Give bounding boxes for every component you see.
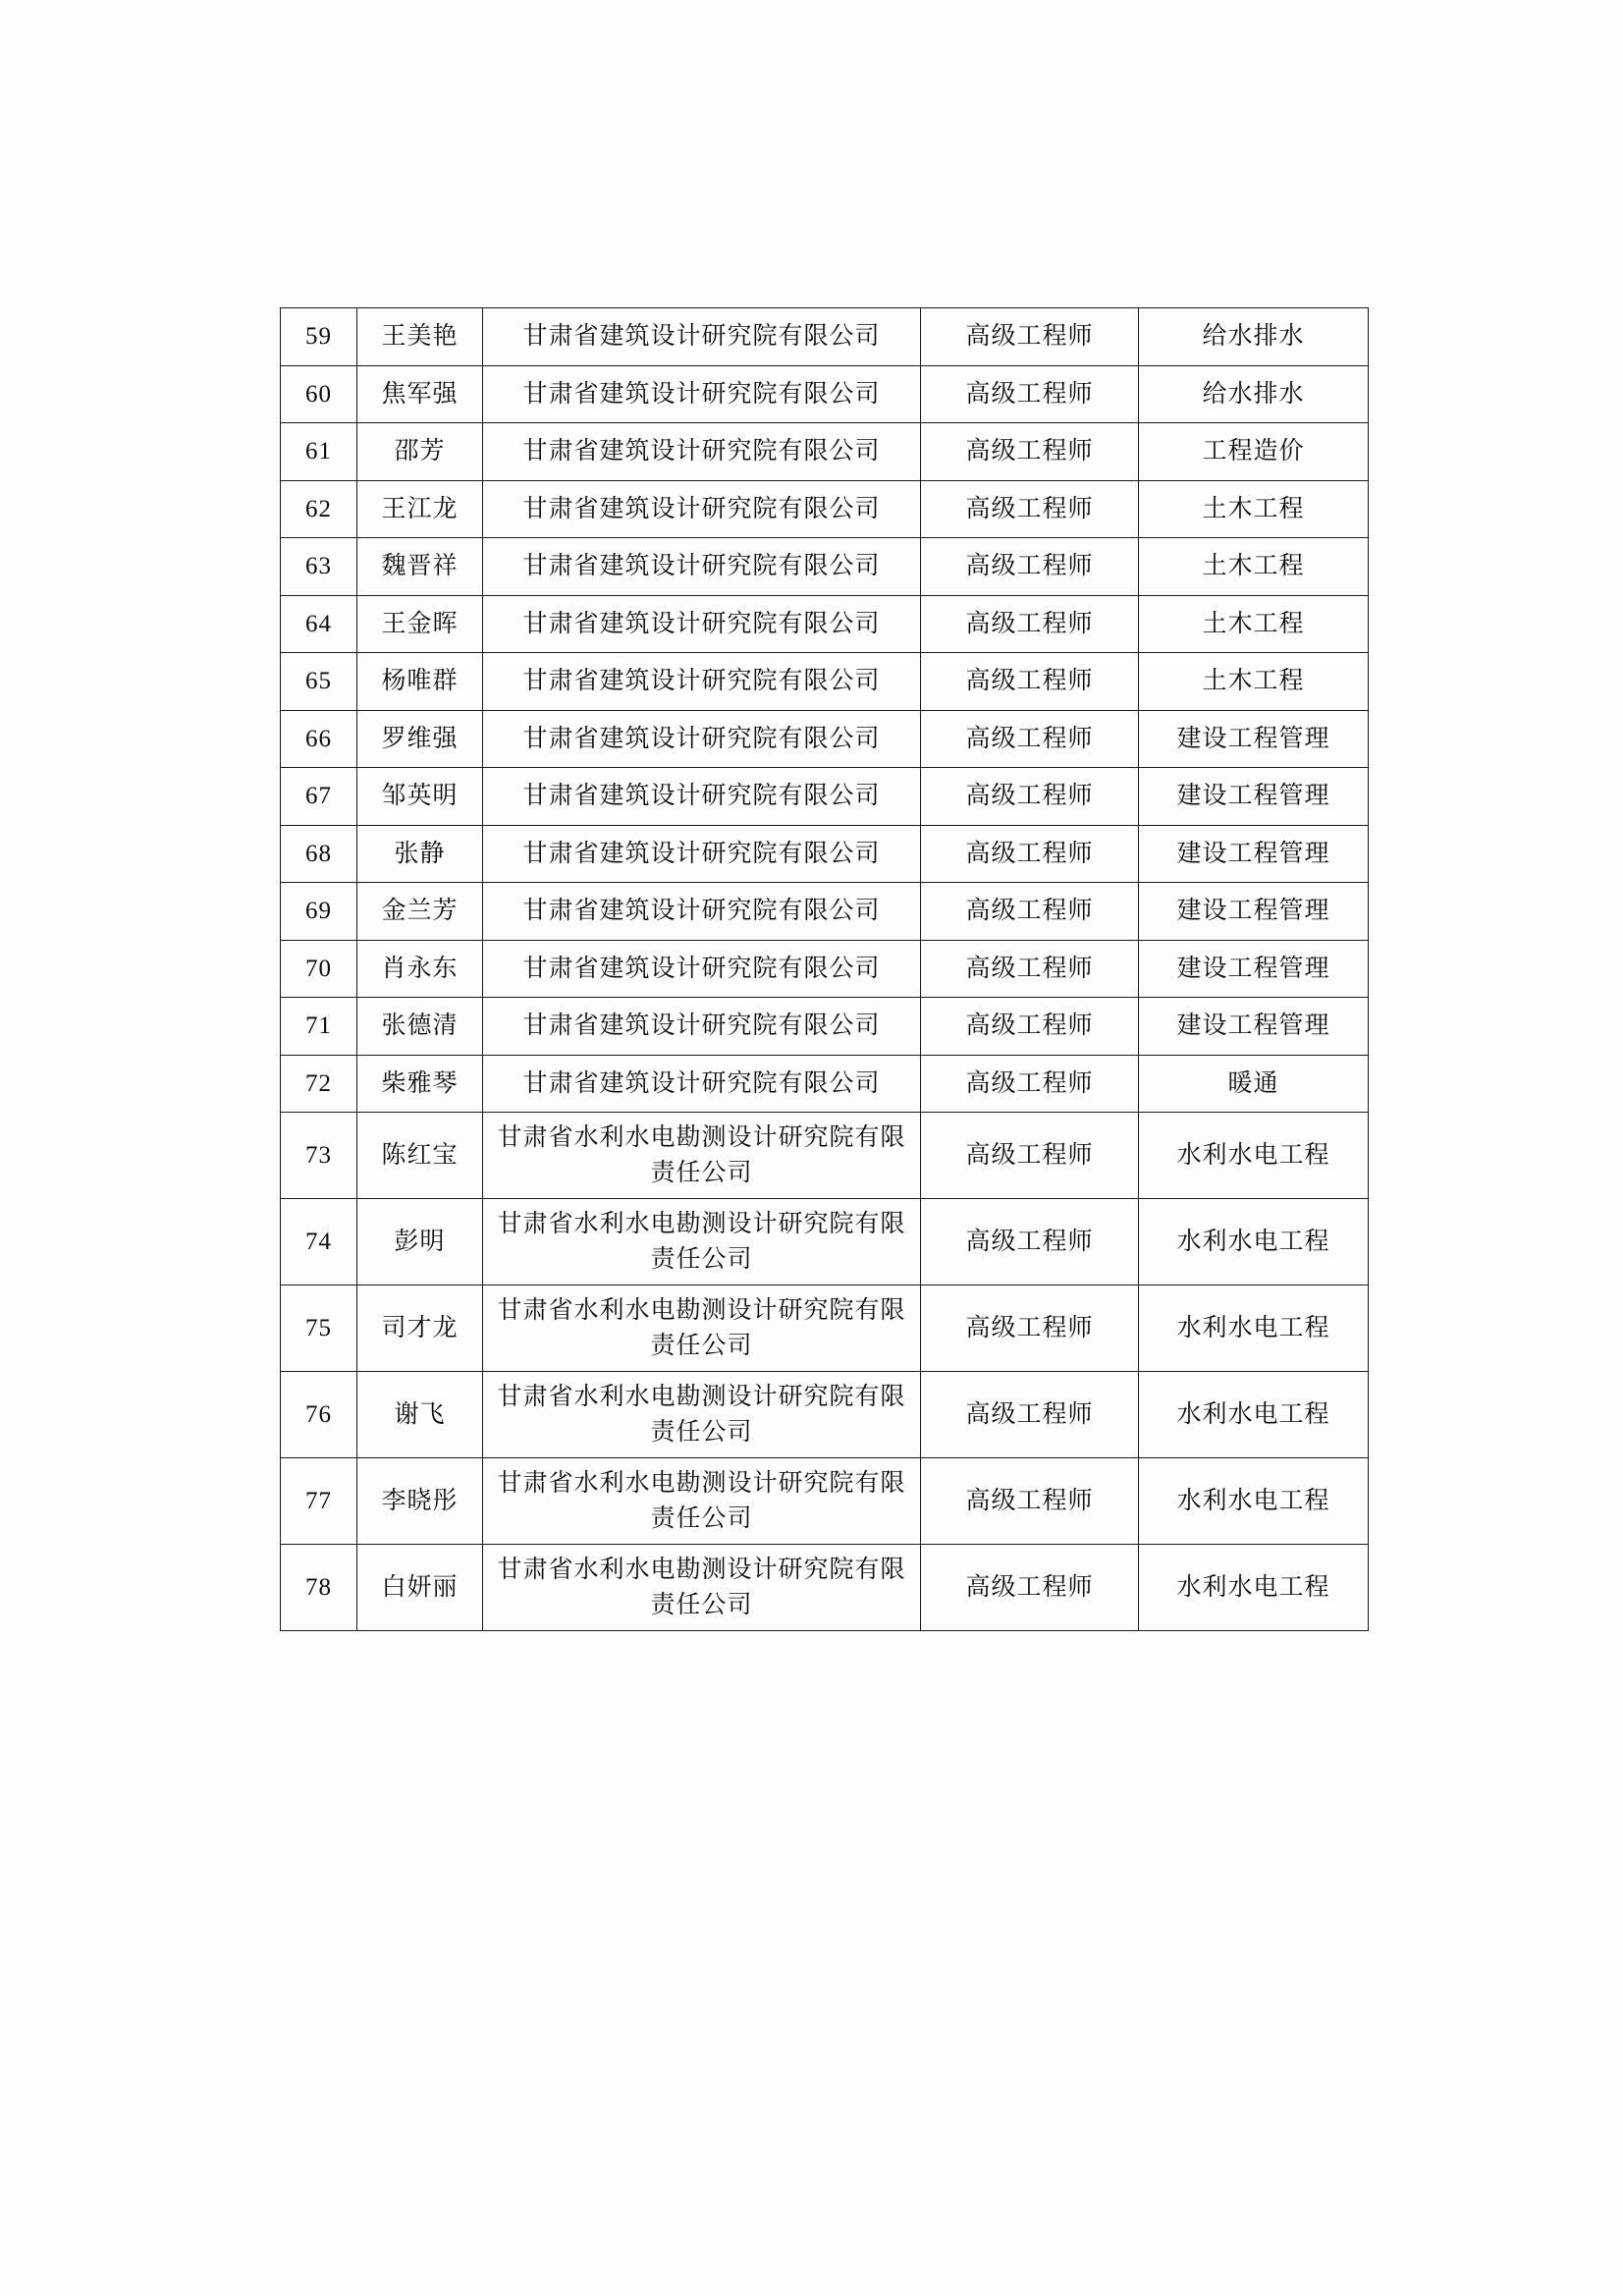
cell-person-name: 王美艳 <box>357 308 483 366</box>
table-row <box>281 710 1369 768</box>
cell-serial-number: 72 <box>281 1055 357 1113</box>
cell-serial-number: 77 <box>281 1458 357 1545</box>
cell-person-name: 张德清 <box>357 998 483 1056</box>
table-row <box>281 423 1369 481</box>
cell-person-name: 彭明 <box>357 1199 483 1285</box>
cell-serial-number: 75 <box>281 1285 357 1372</box>
cell-serial-number: 78 <box>281 1545 357 1631</box>
cell-serial-number: 60 <box>281 365 357 423</box>
cell-specialty: 水利水电工程 <box>1139 1458 1369 1545</box>
cell-declared-title: 高级工程师 <box>921 710 1139 768</box>
table-row <box>281 825 1369 883</box>
cell-specialty: 水利水电工程 <box>1139 1113 1369 1199</box>
cell-specialty: 土木工程 <box>1139 538 1369 596</box>
cell-person-name: 罗维强 <box>357 710 483 768</box>
cell-declared-title: 高级工程师 <box>921 595 1139 653</box>
cell-work-unit: 甘肃省水利水电勘测设计研究院有限责任公司 <box>483 1285 921 1372</box>
cell-serial-number: 59 <box>281 308 357 366</box>
table-row <box>281 1458 1369 1545</box>
cell-serial-number: 61 <box>281 423 357 481</box>
cell-serial-number: 76 <box>281 1372 357 1458</box>
cell-work-unit: 甘肃省建筑设计研究院有限公司 <box>483 940 921 998</box>
table-row <box>281 365 1369 423</box>
cell-serial-number: 68 <box>281 825 357 883</box>
table-row <box>281 1199 1369 1285</box>
cell-specialty: 建设工程管理 <box>1139 998 1369 1056</box>
cell-specialty: 暖通 <box>1139 1055 1369 1113</box>
cell-declared-title: 高级工程师 <box>921 308 1139 366</box>
cell-declared-title: 高级工程师 <box>921 480 1139 538</box>
roster-table-body <box>281 308 1369 1631</box>
table-row <box>281 653 1369 711</box>
cell-work-unit: 甘肃省建筑设计研究院有限公司 <box>483 595 921 653</box>
table-row <box>281 1113 1369 1199</box>
cell-declared-title: 高级工程师 <box>921 1199 1139 1285</box>
table-row <box>281 1285 1369 1372</box>
cell-work-unit: 甘肃省建筑设计研究院有限公司 <box>483 480 921 538</box>
cell-work-unit: 甘肃省建筑设计研究院有限公司 <box>483 768 921 826</box>
cell-work-unit: 甘肃省建筑设计研究院有限公司 <box>483 883 921 941</box>
cell-specialty: 土木工程 <box>1139 595 1369 653</box>
cell-declared-title: 高级工程师 <box>921 538 1139 596</box>
cell-serial-number: 71 <box>281 998 357 1056</box>
cell-person-name: 邵芳 <box>357 423 483 481</box>
cell-declared-title: 高级工程师 <box>921 1285 1139 1372</box>
cell-declared-title: 高级工程师 <box>921 423 1139 481</box>
cell-work-unit: 甘肃省水利水电勘测设计研究院有限责任公司 <box>483 1458 921 1545</box>
cell-work-unit: 甘肃省建筑设计研究院有限公司 <box>483 1055 921 1113</box>
cell-declared-title: 高级工程师 <box>921 1372 1139 1458</box>
table-row <box>281 998 1369 1056</box>
cell-person-name: 司才龙 <box>357 1285 483 1372</box>
cell-serial-number: 64 <box>281 595 357 653</box>
table-row <box>281 480 1369 538</box>
table-row <box>281 883 1369 941</box>
cell-declared-title: 高级工程师 <box>921 653 1139 711</box>
cell-work-unit: 甘肃省水利水电勘测设计研究院有限责任公司 <box>483 1545 921 1631</box>
roster-table <box>280 307 1369 1631</box>
cell-work-unit: 甘肃省建筑设计研究院有限公司 <box>483 423 921 481</box>
table-row <box>281 940 1369 998</box>
cell-person-name: 陈红宝 <box>357 1113 483 1199</box>
cell-serial-number: 66 <box>281 710 357 768</box>
cell-person-name: 白妍丽 <box>357 1545 483 1631</box>
cell-person-name: 肖永东 <box>357 940 483 998</box>
cell-declared-title: 高级工程师 <box>921 768 1139 826</box>
cell-work-unit: 甘肃省建筑设计研究院有限公司 <box>483 825 921 883</box>
table-row <box>281 595 1369 653</box>
cell-person-name: 谢飞 <box>357 1372 483 1458</box>
cell-work-unit: 甘肃省建筑设计研究院有限公司 <box>483 365 921 423</box>
cell-person-name: 邹英明 <box>357 768 483 826</box>
table-row <box>281 538 1369 596</box>
cell-specialty: 建设工程管理 <box>1139 710 1369 768</box>
cell-serial-number: 73 <box>281 1113 357 1199</box>
cell-specialty: 水利水电工程 <box>1139 1372 1369 1458</box>
cell-serial-number: 67 <box>281 768 357 826</box>
cell-work-unit: 甘肃省建筑设计研究院有限公司 <box>483 308 921 366</box>
cell-declared-title: 高级工程师 <box>921 940 1139 998</box>
cell-work-unit: 甘肃省水利水电勘测设计研究院有限责任公司 <box>483 1199 921 1285</box>
cell-person-name: 李晓彤 <box>357 1458 483 1545</box>
table-row <box>281 1545 1369 1631</box>
table-row <box>281 1372 1369 1458</box>
cell-work-unit: 甘肃省建筑设计研究院有限公司 <box>483 998 921 1056</box>
cell-work-unit: 甘肃省水利水电勘测设计研究院有限责任公司 <box>483 1372 921 1458</box>
cell-work-unit: 甘肃省水利水电勘测设计研究院有限责任公司 <box>483 1113 921 1199</box>
cell-person-name: 金兰芳 <box>357 883 483 941</box>
cell-work-unit: 甘肃省建筑设计研究院有限公司 <box>483 538 921 596</box>
cell-specialty: 建设工程管理 <box>1139 768 1369 826</box>
table-row <box>281 1055 1369 1113</box>
cell-declared-title: 高级工程师 <box>921 1055 1139 1113</box>
cell-specialty: 给水排水 <box>1139 365 1369 423</box>
cell-specialty: 土木工程 <box>1139 653 1369 711</box>
cell-serial-number: 62 <box>281 480 357 538</box>
cell-serial-number: 69 <box>281 883 357 941</box>
cell-serial-number: 63 <box>281 538 357 596</box>
cell-serial-number: 74 <box>281 1199 357 1285</box>
roster-table-container <box>280 307 1368 1631</box>
cell-specialty: 建设工程管理 <box>1139 825 1369 883</box>
cell-person-name: 杨唯群 <box>357 653 483 711</box>
cell-specialty: 水利水电工程 <box>1139 1285 1369 1372</box>
cell-declared-title: 高级工程师 <box>921 365 1139 423</box>
cell-declared-title: 高级工程师 <box>921 998 1139 1056</box>
cell-person-name: 柴雅琴 <box>357 1055 483 1113</box>
cell-work-unit: 甘肃省建筑设计研究院有限公司 <box>483 710 921 768</box>
cell-specialty: 工程造价 <box>1139 423 1369 481</box>
cell-specialty: 建设工程管理 <box>1139 883 1369 941</box>
cell-declared-title: 高级工程师 <box>921 1458 1139 1545</box>
cell-person-name: 王金晖 <box>357 595 483 653</box>
cell-specialty: 水利水电工程 <box>1139 1545 1369 1631</box>
cell-person-name: 焦军强 <box>357 365 483 423</box>
cell-person-name: 张静 <box>357 825 483 883</box>
cell-serial-number: 65 <box>281 653 357 711</box>
cell-specialty: 水利水电工程 <box>1139 1199 1369 1285</box>
cell-declared-title: 高级工程师 <box>921 883 1139 941</box>
cell-serial-number: 70 <box>281 940 357 998</box>
cell-person-name: 魏晋祥 <box>357 538 483 596</box>
table-row <box>281 308 1369 366</box>
cell-declared-title: 高级工程师 <box>921 825 1139 883</box>
cell-declared-title: 高级工程师 <box>921 1545 1139 1631</box>
cell-person-name: 王江龙 <box>357 480 483 538</box>
cell-specialty: 土木工程 <box>1139 480 1369 538</box>
cell-specialty: 建设工程管理 <box>1139 940 1369 998</box>
cell-specialty: 给水排水 <box>1139 308 1369 366</box>
table-row <box>281 768 1369 826</box>
cell-declared-title: 高级工程师 <box>921 1113 1139 1199</box>
cell-work-unit: 甘肃省建筑设计研究院有限公司 <box>483 653 921 711</box>
